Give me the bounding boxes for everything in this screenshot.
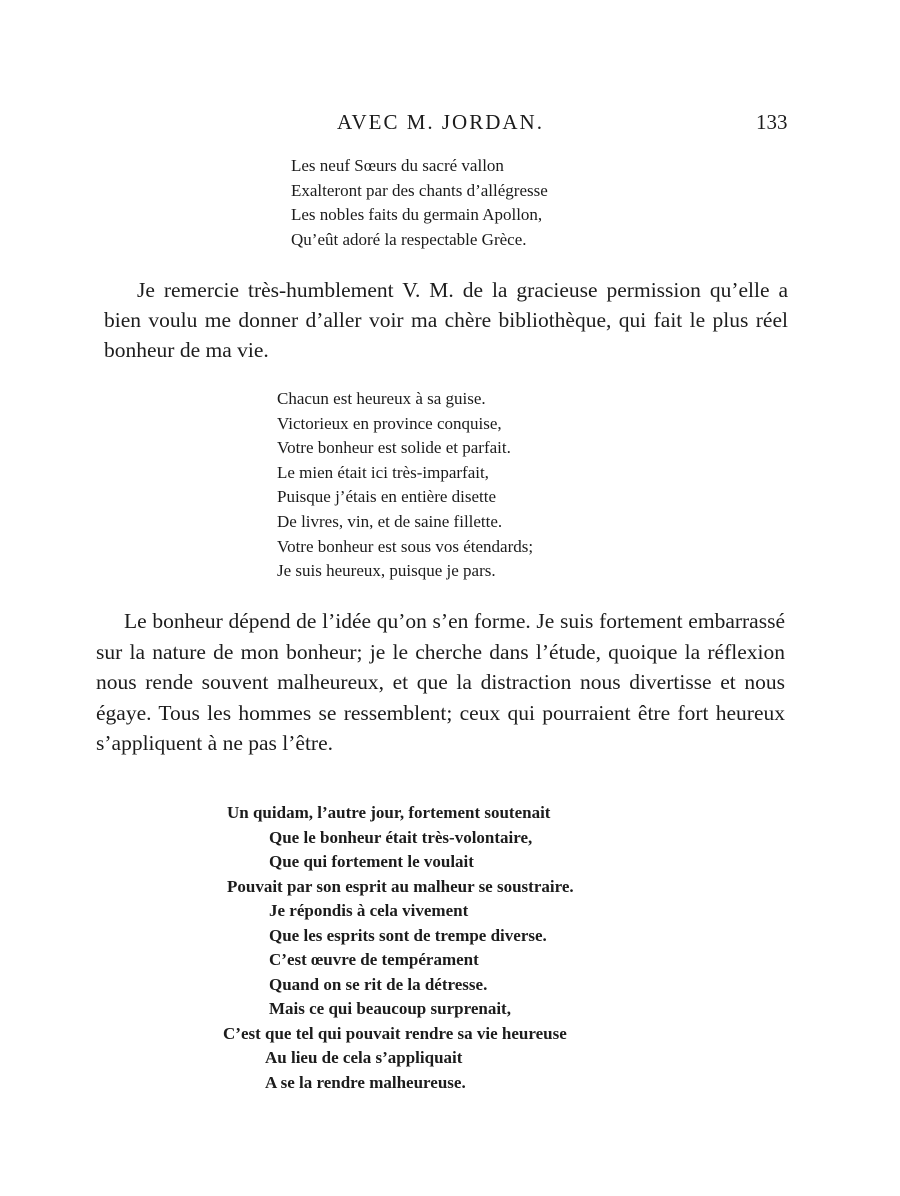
- verse-line: C’est que tel qui pouvait rendre sa vie heureuse: [223, 1023, 567, 1043]
- verse-line: Mais ce qui beaucoup surprenait,: [269, 999, 511, 1018]
- verse-line: Que les esprits sont de trempe diverse.: [269, 925, 547, 945]
- verse-line: Je répondis à cela vivement: [269, 901, 469, 920]
- verse-line: Puisque j’étais en entière disette: [277, 487, 497, 507]
- verse-stanza-2: [277, 387, 533, 584]
- verse-line: De livres, vin, et de saine fillette.: [277, 511, 503, 531]
- verse-stanza-3: [223, 801, 574, 1095]
- verse-line: Je suis heureux, puisque je pars.: [277, 561, 496, 581]
- verse-line: A se la rendre malheureuse.: [265, 1072, 466, 1092]
- verse-line: Que le bonheur était très-volontaire,: [269, 827, 533, 847]
- verse-line: Quand on se rit de la détresse.: [269, 974, 488, 994]
- page-number: 133: [756, 110, 788, 134]
- prose-paragraph-2: Le bonheur dépend de l’idée qu’on s’en forme. Je suis fortement embarrassé sur la nature de mon bonheur; je le cherche dans l’étude, quoique la réflexion nous rende souvent malheureux, et que la distraction nous divertisse et nous égaye. Tous les hommes se ressemblent; ceux qui pourraient être fort heureux s’appliquent à ne pas l’être.: [96, 609, 785, 755]
- verse-line: Pouvait par son esprit au malheur se soustraire.: [227, 876, 574, 896]
- running-title: AVEC M. JORDAN.: [337, 110, 544, 134]
- prose-paragraph-1: Je remercie très-humblement V. M. de la gracieuse permission qu’elle a bien voulu me donner d’aller voir ma chère bibliothèque, qui fait le plus réel bonheur de ma vie.: [104, 278, 788, 362]
- verse-stanza-1: [291, 154, 548, 252]
- verse-line: Victorieux en province conquise,: [277, 413, 502, 433]
- running-head: [0, 110, 900, 140]
- verse-line: Les neuf Sœurs du sacré vallon: [291, 156, 504, 175]
- verse-line: Le mien était ici très-imparfait,: [277, 462, 489, 482]
- verse-line: C’est œuvre de tempérament: [269, 950, 479, 969]
- verse-line: Chacun est heureux à sa guise.: [277, 389, 486, 408]
- verse-line: Votre bonheur est sous vos étendards;: [277, 536, 534, 556]
- verse-line: Qu’eût adoré la respectable Grèce.: [291, 229, 527, 249]
- verse-line: Votre bonheur est solide et parfait.: [277, 438, 511, 458]
- verse-line: Au lieu de cela s’appliquait: [265, 1048, 463, 1067]
- verse-line: Un quidam, l’autre jour, fortement soutenait: [227, 803, 551, 822]
- verse-line: Les nobles faits du germain Apollon,: [291, 205, 543, 224]
- verse-line: Que qui fortement le voulait: [269, 852, 474, 871]
- verse-line: Exalteront par des chants d’allégresse: [291, 180, 548, 200]
